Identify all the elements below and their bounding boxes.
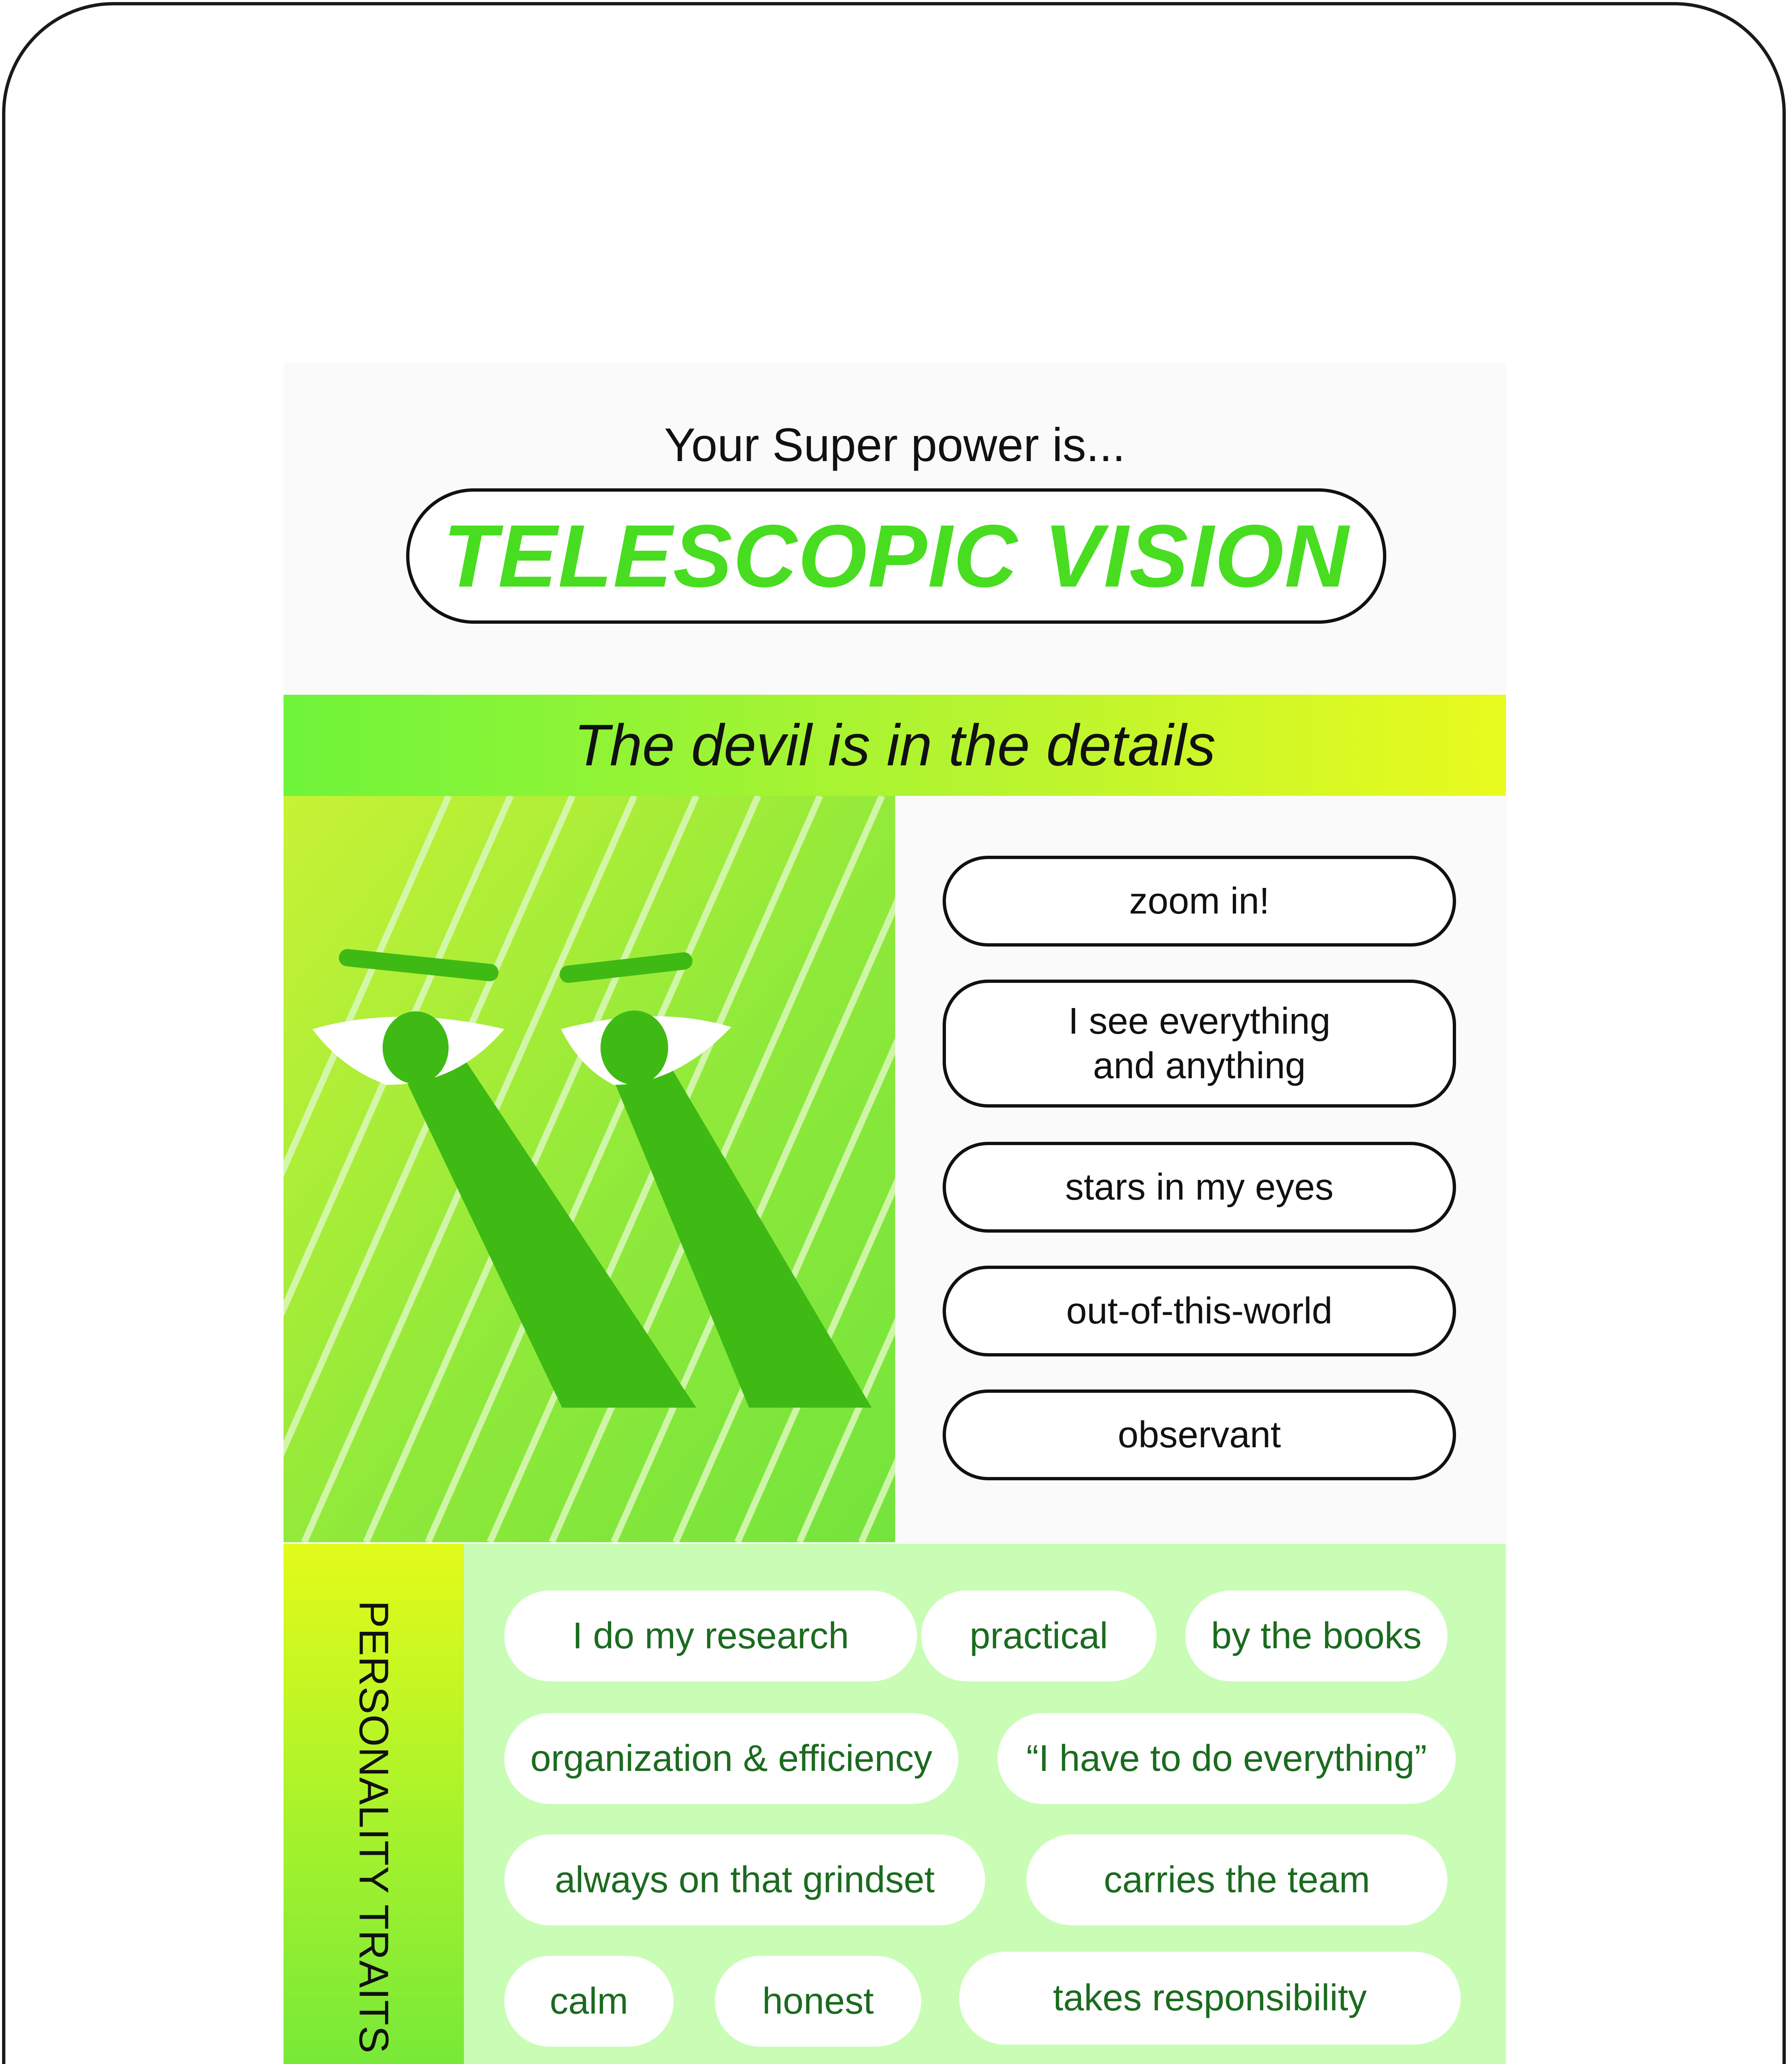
trait-pill: by the books [1185,1591,1447,1681]
trait-pill: practical [921,1591,1156,1681]
trait-pill: carries the team [1026,1834,1447,1925]
trait-pill: honest [715,1956,921,2047]
trait-pill: takes responsibility [959,1952,1461,2045]
trait-pill: organization & efficiency [504,1713,958,1804]
eyes-svg [284,796,895,1542]
tagline-see-everything: I see everything and anything [943,980,1456,1108]
superpower-card [284,362,1506,2064]
power-name: TELESCOPIC VISION [443,506,1350,606]
tagline-out-of-this-world: out-of-this-world [943,1266,1456,1356]
trait-pill: calm [504,1956,674,2047]
telescopic-eyes-illustration [284,796,895,1542]
trait-pill: I do my research [504,1591,917,1681]
tagline-stars-in-eyes: stars in my eyes [943,1142,1456,1233]
tagline-observant: observant [943,1389,1456,1480]
subtitle: Your Super power is... [664,419,1125,471]
tagline-zoom-in: zoom in! [943,856,1456,947]
motto-text: The devil is in the details [574,712,1216,778]
personality-traits-label: PERSONALITY TRAITS [350,1600,397,2054]
trait-pill: “I have to do everything” [998,1713,1456,1804]
motto-banner [284,695,1506,796]
trait-pill: always on that grindset [504,1834,985,1925]
power-name-pill [406,488,1386,624]
